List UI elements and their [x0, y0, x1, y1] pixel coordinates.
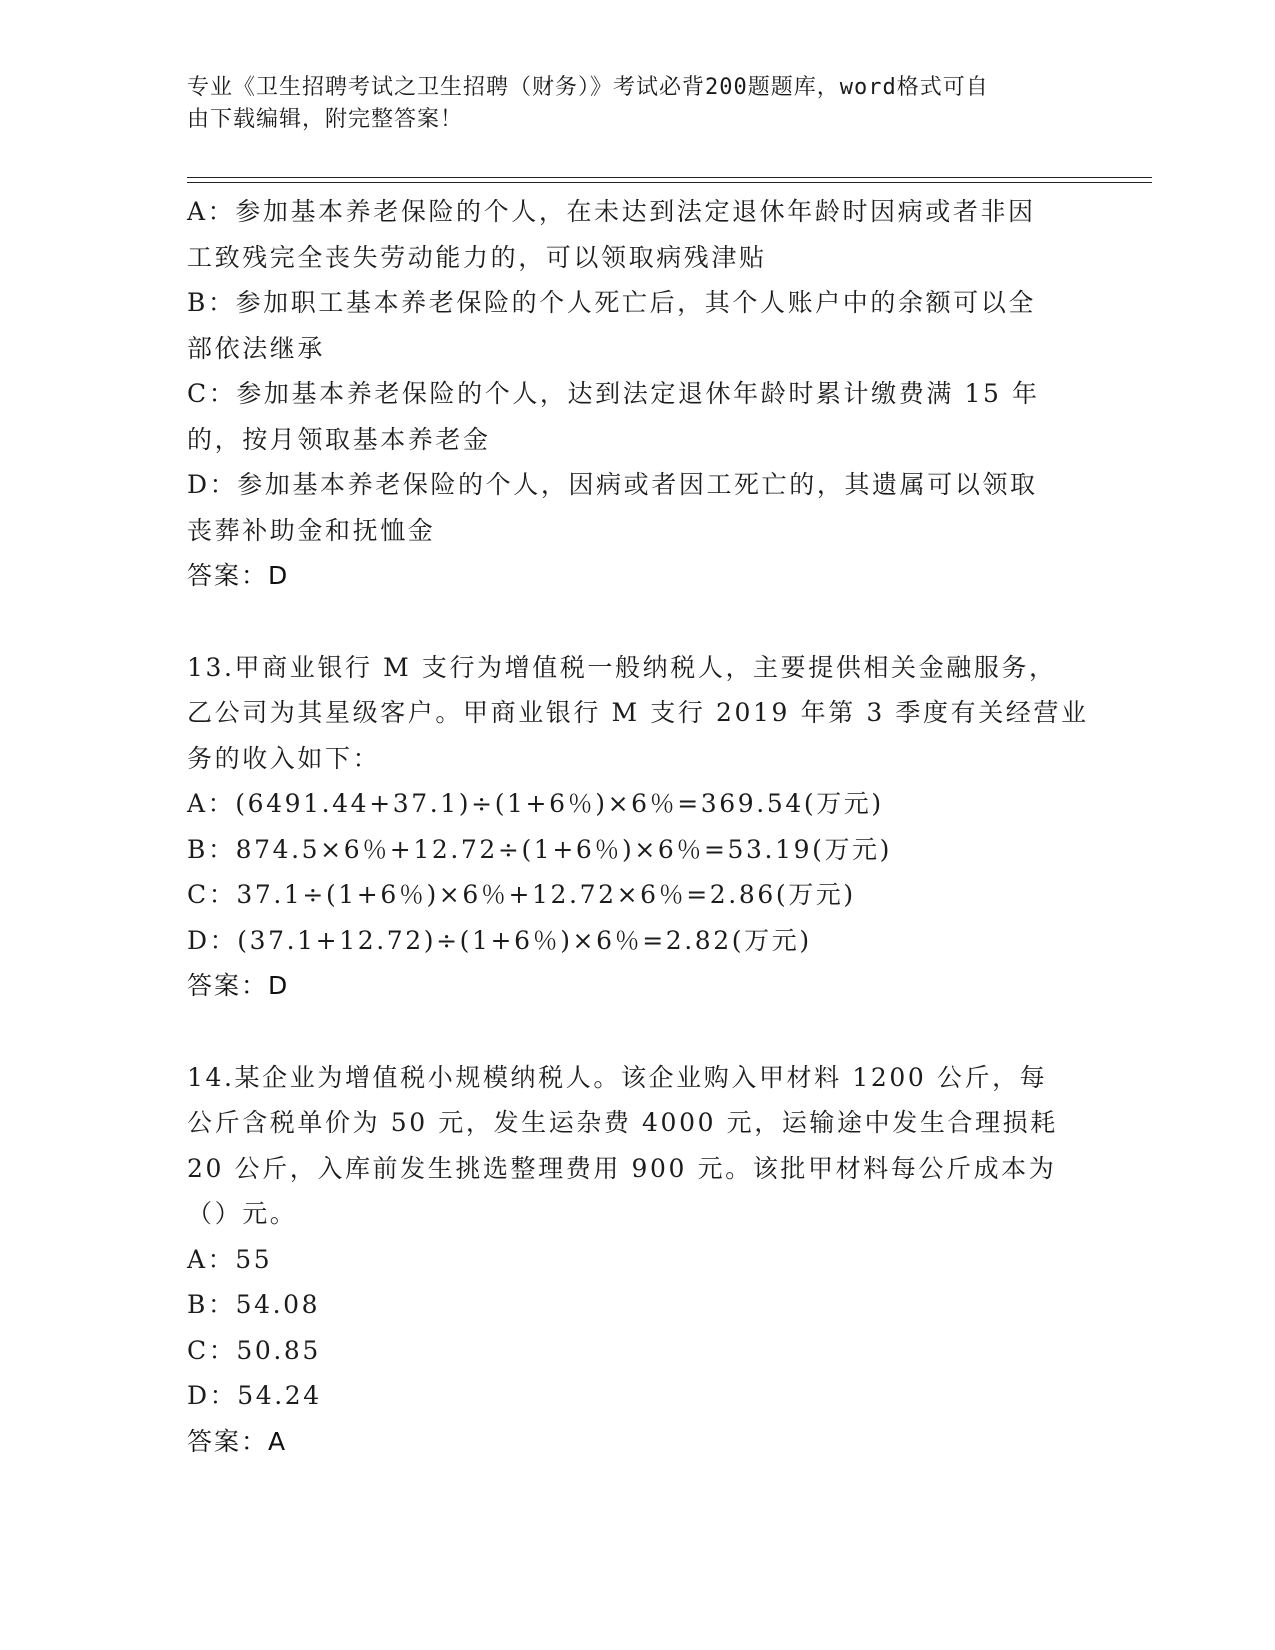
document-header [187, 72, 1087, 136]
header-divider-bottom [187, 182, 1152, 183]
option-a-line-1: A：参加基本养老保险的个人，在未达到法定退休年龄时因病或者非因 [187, 197, 1036, 226]
option-d-line-2: 丧葬补助金和抚恤金 [187, 515, 436, 545]
answer-label: 答案：D [187, 971, 290, 1000]
option-d-line-1: D：参加基本养老保险的个人，因病或者因工死亡的，其遗属可以领取 [187, 470, 1038, 499]
document-body [187, 189, 1087, 1464]
question-stem-line-2: 公斤含税单价为 50 元，发生运杂费 4000 元，运输途中发生合理损耗 [187, 1108, 1058, 1137]
option-d: D：54.24 [187, 1381, 322, 1410]
option-c: C：50.85 [187, 1335, 321, 1365]
question-stem-line-1: 13.甲商业银行 M 支行为增值税一般纳税人，主要提供相关金融服务， [187, 652, 1057, 682]
option-c: C：37.1÷(1+6％)×6％+12.72×6％=2.86(万元) [187, 880, 856, 909]
answer-label: 答案：A [187, 1426, 288, 1456]
question-stem-line-3: 务的收入如下： [187, 743, 381, 773]
question-stem-line-2: 乙公司为其星级客户。甲商业银行 M 支行 2019 年第 3 季度有关经营业 [187, 698, 1089, 727]
option-b-line-1: B：参加职工基本养老保险的个人死亡后，其个人账户中的余额可以全 [187, 288, 1036, 317]
option-a: A：(6491.44+37.1)÷(1+6％)×6％=369.54(万元) [187, 789, 884, 818]
question-spacer [187, 599, 1087, 645]
answer-label: 答案：D [187, 561, 290, 590]
option-c-line-1: C：参加基本养老保险的个人，达到法定退休年龄时累计缴费满 15 年 [187, 379, 1040, 408]
option-a: A：55 [187, 1244, 273, 1274]
option-b: B：874.5×6％+12.72÷(1+6％)×6％=53.19(万元) [187, 834, 893, 864]
option-b-line-2: 部依法继承 [187, 333, 326, 363]
question-stem-line-1: 14.某企业为增值税小规模纳税人。该企业购入甲材料 1200 公斤，每 [187, 1062, 1048, 1092]
question-12-options [187, 189, 1087, 599]
question-stem-line-3: 20 公斤，入库前发生挑选整理费用 900 元。该批甲材料每公斤成本为 [187, 1153, 1057, 1183]
header-divider-top [187, 177, 1152, 178]
header-line-1: 专业《卫生招聘考试之卫生招聘（财务）》考试必背200题题库，word格式可自 [187, 75, 989, 100]
question-14 [187, 1055, 1087, 1465]
header-line-2: 由下载编辑，附完整答案！ [187, 107, 464, 132]
option-b: B：54.08 [187, 1290, 321, 1319]
question-13 [187, 645, 1087, 1009]
option-d: D：(37.1+12.72)÷(1+6％)×6％=2.82(万元) [187, 925, 812, 955]
option-c-line-2: 的，按月领取基本养老金 [187, 424, 491, 454]
option-a-line-2: 工致残完全丧失劳动能力的，可以领取病残津贴 [187, 242, 767, 272]
question-stem-line-4: （）元。 [187, 1199, 298, 1228]
question-spacer [187, 1009, 1087, 1055]
